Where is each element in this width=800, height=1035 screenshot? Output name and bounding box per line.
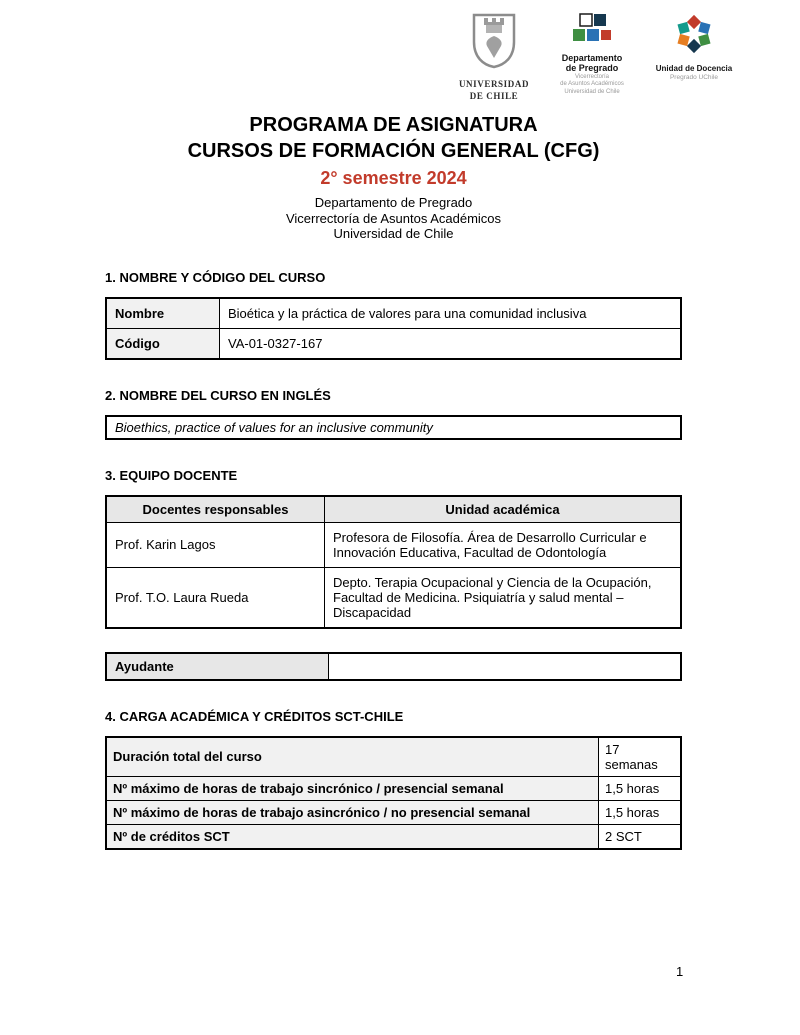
pregrado-logo-line1: Departamento (561, 53, 623, 63)
uchile-logo-line2: DE CHILE (469, 90, 519, 101)
title-line-1: PROGRAMA DE ASIGNATURA (249, 114, 538, 136)
docente-unit-cell: Profesora de Filosofía. Área de Desarrollo Curricular e Innovación Educativa, Facultad de Odontología (325, 522, 682, 567)
table-row (106, 824, 681, 849)
assistant-table (105, 652, 682, 681)
table-row (106, 737, 681, 777)
credits-table (105, 736, 682, 850)
credits-label-cell: Nº máximo de horas de trabajo sincrónico / presencial semanal (106, 776, 599, 800)
docencia-pinwheel-icon (672, 12, 716, 61)
credits-label-cell: Duración total del curso (106, 737, 599, 777)
credits-label-cell: Nº máximo de horas de trabajo asincrónico / no presencial semanal (106, 800, 599, 824)
credits-value-cell: 2 SCT (599, 824, 682, 849)
pregrado-logo-sub3: Universidad de Chile (564, 88, 620, 95)
credits-value-cell: 1,5 horas (599, 800, 682, 824)
pregrado-logo-line2: de Pregrado (565, 63, 619, 74)
subtitle-vicerrectoria: Vicerrectoría de Asuntos Académicos (285, 210, 502, 226)
pregrado-logo-sub1: Vicerrectoría (575, 73, 609, 80)
subtitle-departamento: Departamento de Pregrado (314, 195, 473, 210)
uchile-logo (456, 12, 532, 102)
subtitle-universidad: Universidad de Chile (333, 226, 454, 242)
uchile-logo-text (459, 79, 529, 102)
course-name-table (105, 297, 682, 360)
label-cell-codigo: Código (106, 328, 220, 359)
table-row (106, 800, 681, 824)
docencia-logo (652, 12, 736, 82)
table-header-row (106, 496, 681, 523)
header-subtitles (105, 195, 682, 242)
section-1-heading: 1. NOMBRE Y CÓDIGO DEL CURSO (105, 269, 326, 285)
english-name-cell: Bioethics, practice of values for an inclusive community (106, 416, 681, 439)
credits-value-cell: 1,5 horas (599, 776, 682, 800)
table-row (106, 298, 681, 329)
label-cell-nombre: Nombre (106, 298, 220, 329)
section-2-heading: 2. NOMBRE DEL CURSO EN INGLÉS (105, 387, 331, 403)
pregrado-cubes-icon (564, 12, 620, 51)
section-4-heading: 4. CARGA ACADÉMICA Y CRÉDITOS SCT-CHILE (105, 708, 404, 724)
page-number: 1 (676, 964, 684, 979)
pregrado-logo-text (560, 53, 624, 96)
section-3-heading: 3. EQUIPO DOCENTE (105, 467, 238, 483)
document-title (105, 112, 682, 164)
docente-name-cell: Prof. Karin Lagos (106, 522, 325, 567)
credits-value-cell: 17 semanas (599, 737, 682, 777)
table-row (106, 416, 681, 439)
value-cell-nombre: Bioética y la práctica de valores para una comunidad inclusiva (220, 298, 682, 329)
uchile-logo-line1: UNIVERSIDAD (458, 79, 530, 89)
table-row (106, 653, 681, 680)
column-header-unidad: Unidad académica (325, 496, 682, 523)
docencia-logo-text (656, 64, 732, 82)
title-line-2: CURSOS DE FORMACIÓN GENERAL (CFG) (187, 140, 600, 162)
docente-name-cell: Prof. T.O. Laura Rueda (106, 567, 325, 628)
teaching-team-table (105, 495, 682, 629)
docencia-logo-line2: Pregrado UChile (669, 73, 719, 81)
document-content (105, 112, 682, 850)
pregrado-logo (548, 12, 636, 96)
uchile-crest-icon (471, 12, 517, 75)
table-row (106, 776, 681, 800)
assistant-label-cell: Ayudante (106, 653, 329, 680)
docencia-logo-line1: Unidad de Docencia (655, 64, 733, 73)
table-row (106, 328, 681, 359)
credits-label-cell: Nº de créditos SCT (106, 824, 599, 849)
value-cell-codigo: VA-01-0327-167 (220, 328, 682, 359)
table-row (106, 567, 681, 628)
assistant-value-cell (329, 653, 682, 680)
docente-unit-cell: Depto. Terapia Ocupacional y Ciencia de la Ocupación, Facultad de Medicina. Psiquiatría y salud mental – Discapacidad (325, 567, 682, 628)
logo-strip (456, 12, 736, 102)
column-header-docentes: Docentes responsables (106, 496, 325, 523)
table-row (106, 522, 681, 567)
english-name-table (105, 415, 682, 440)
pregrado-logo-sub2: de Asuntos Académicos (560, 81, 624, 88)
semester-line: 2° semestre 2024 (320, 168, 467, 188)
